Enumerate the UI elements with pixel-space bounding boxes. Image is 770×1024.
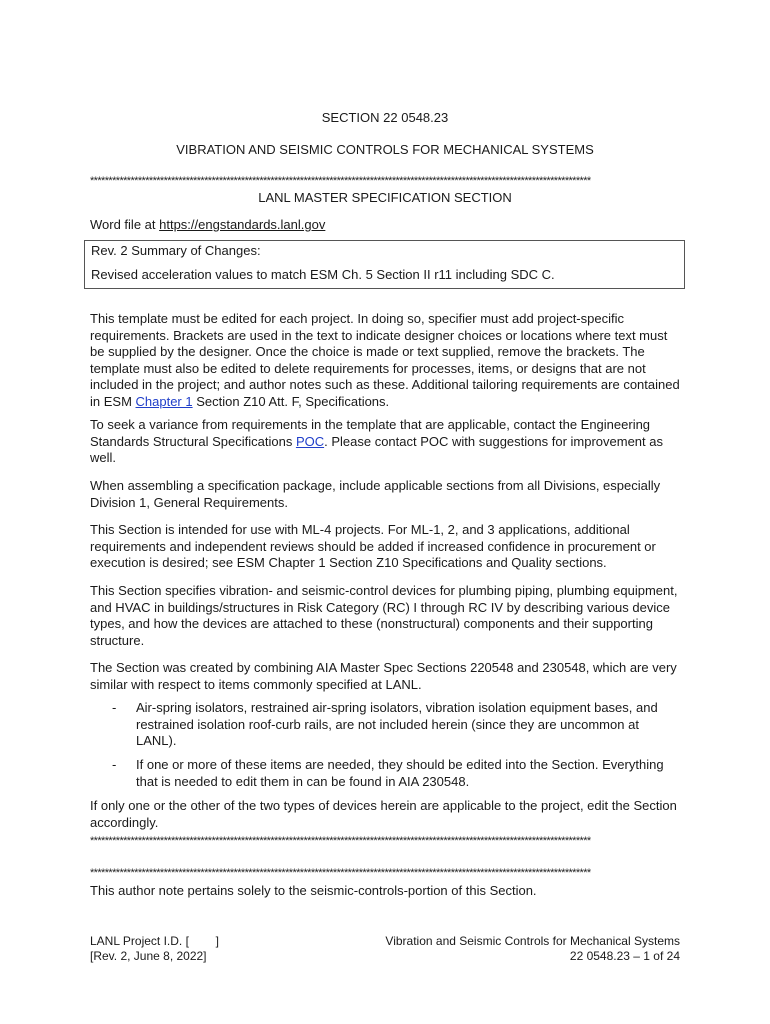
engstandards-link[interactable]: https://engstandards.lanl.gov (159, 217, 326, 232)
p2-text: To seek a variance from requirements in the template that are applicable, contact the Engineering Standards Structural Specifications (90, 417, 651, 449)
poc-link[interactable]: POC (295, 433, 325, 449)
section-title: VIBRATION AND SEISMIC CONTROLS FOR MECHANICAL SYSTEMS (176, 142, 594, 157)
changes-title: Rev. 2 Summary of Changes: (91, 243, 261, 258)
paragraph-scope: This Section specifies vibration- and seismic-control devices for plumbing piping, plumbing equipment, and HVAC in buildings/structures in Risk Category (RC) I through RC IV by describing various device types, and how the devices are attached to these (nonstructural) components and their supporting structure. (90, 583, 678, 648)
bullet-edit-in: If one or more of these items are needed, they should be edited into the Section. Everything that is needed to edit them in can be found in AIA 230548. (136, 757, 664, 789)
section-number: SECTION 22 0548.23 (321, 110, 449, 125)
p2-text-end: . Please contact POC with suggestions for improvement as well. (90, 433, 663, 465)
bullet-marker-1: - (112, 700, 117, 715)
star-divider-lower: **************************************************************************************************************************************** (90, 868, 591, 878)
footer-page-info: 22 0548.23 – 1 of 24 (569, 949, 680, 963)
paragraph-edit-section: If only one or the other of the two types of devices herein are applicable to the project, edit the Section accordingly. (90, 798, 677, 830)
footer-revision: [Rev. 2, June 8, 2022] (90, 949, 207, 963)
chapter-1-link[interactable]: Chapter 1 (135, 393, 193, 409)
footer-right (385, 934, 680, 964)
star-divider-top: **************************************************************************************************************************************** (90, 176, 591, 186)
paragraph-seismic-note: This author note pertains solely to the seismic-controls-portion of this Section. (90, 883, 537, 898)
p1-text-end: Section Z10 Att. F, Specifications. (192, 393, 390, 409)
star-divider-mid: **************************************************************************************************************************************** (90, 836, 591, 846)
summary-of-changes-box (84, 240, 685, 289)
paragraph-variance (90, 417, 680, 467)
paragraph-assembling: When assembling a specification package, include applicable sections from all Divisions, especially Division 1, General Requirements. (90, 478, 661, 510)
changes-text: Revised acceleration values to match ESM Ch. 5 Section II r11 including SDC C. (91, 267, 555, 282)
footer-left (90, 934, 219, 964)
bullet-marker-2: - (112, 757, 117, 772)
paragraph-aia-origin: The Section was created by combining AIA Master Spec Sections 220548 and 230548, which are very similar with respect to items commonly specified at LANL. (90, 660, 677, 692)
paragraph-template-edit (90, 311, 680, 410)
p1-text: This template must be edited for each project. In doing so, specifier must add project-specific requirements. Brackets are used in the text to indicate designer choices or locations where text must be supplied by the designer. Once the choice is made or text supplied, remove the brackets. The template must also be edited to delete requirements for processes, items, or designs that are not included in the project; and author notes such as these. Additional tailoring requirements are contained in ESM (90, 311, 680, 409)
footer-doc-title: Vibration and Seismic Controls for Mechanical Systems (385, 934, 680, 948)
master-spec-label: LANL MASTER SPECIFICATION SECTION (258, 190, 512, 205)
paragraph-ml4: This Section is intended for use with ML-4 projects. For ML-1, 2, and 3 applications, additional requirements and independent reviews should be added if increased confidence in procurement or execution is desired; see ESM Chapter 1 Section Z10 Specifications and Quality sections. (90, 522, 656, 570)
footer-project-id: LANL Project I.D. [ ] (90, 934, 219, 948)
word-file-line (90, 217, 680, 234)
bullet-air-spring: Air-spring isolators, restrained air-spring isolators, vibration isolation equipment bases, and restrained isolation roof-curb rails, are not included herein (since they are uncommon at LANL). (136, 700, 658, 748)
word-file-prefix: Word file at (90, 217, 160, 232)
